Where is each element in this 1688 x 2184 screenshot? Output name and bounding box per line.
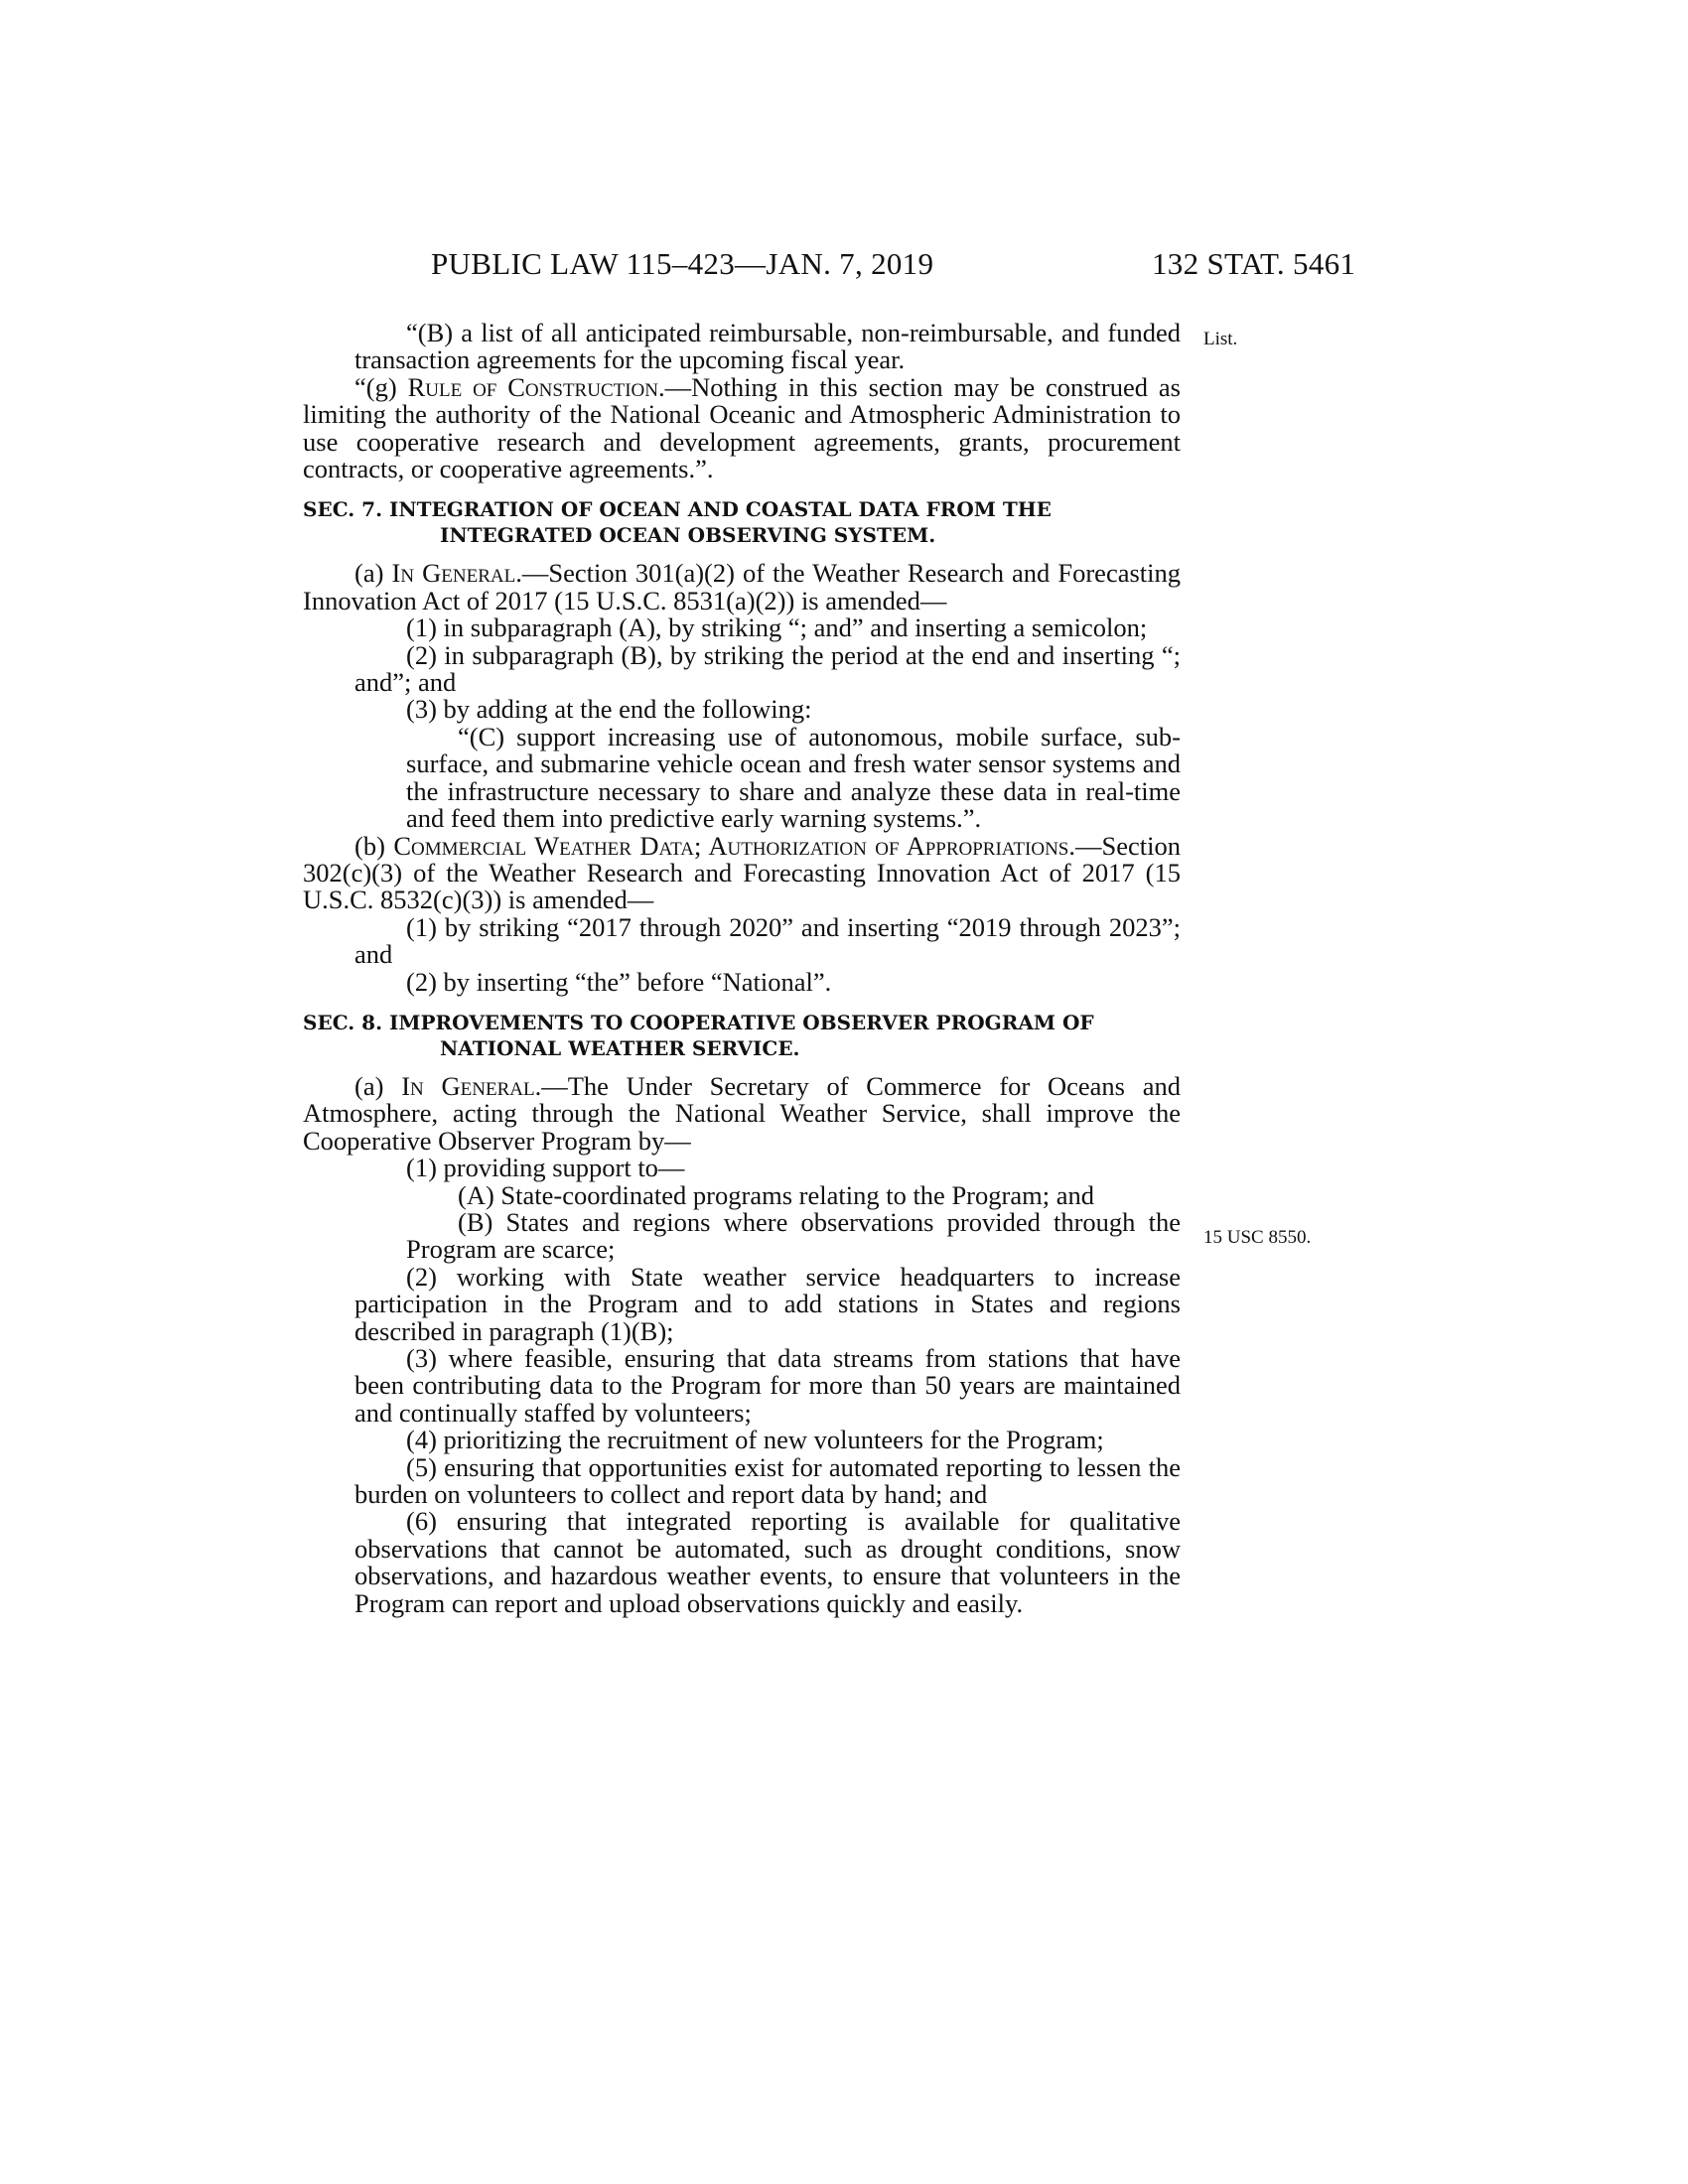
text-7b2: (2) by inserting “the” before “National”.	[406, 966, 832, 997]
document-body	[303, 320, 1181, 1617]
text-7b: .—Section 302(c)(3) of the Weather Research and Forecasting Innovation Act of 2017 (15 U.S.C. 8532(c)(3)) is amended—	[303, 830, 1181, 915]
running-header-page: 132 STAT. 5461	[1152, 246, 1356, 281]
margin-note-list: List.	[1203, 329, 1238, 349]
text-8a1: (1) providing support to—	[406, 1153, 685, 1183]
text-7b1: (1) by striking “2017 through 2020” and inserting “2019 through 2023”; and	[354, 911, 1181, 970]
lead-7b: (b)	[354, 830, 394, 861]
paragraph-7b2	[303, 966, 1181, 997]
paragraph-7b	[303, 830, 1181, 915]
lead-8a: (a)	[354, 1070, 402, 1101]
text-7a: .—Section 301(a)(2) of the Weather Research and Forecasting Innovation Act of 2017 (15 U.S.C. 8531(a)(2)) is amended—	[303, 558, 1182, 615]
lead-g: “(g)	[354, 371, 408, 402]
text-7a3: (3) by adding at the end the following:	[406, 694, 812, 725]
section-7-heading	[303, 496, 1181, 548]
section-8-heading-line2: NATIONAL WEATHER SERVICE.	[440, 1035, 800, 1060]
paragraph-7a1	[303, 614, 1181, 641]
text-7a2: (2) in subparagraph (B), by striking the period at the end and inserting “; and”; and	[354, 639, 1181, 698]
text-8a1A: (A) State-coordinated programs relating to the Program; and	[458, 1179, 1094, 1210]
heading-8a: In General	[401, 1070, 535, 1101]
section-8-heading	[303, 1010, 1181, 1061]
lead-7a: (a)	[354, 558, 392, 589]
heading-7b: Commercial Weather Data; Authorization of Appropriations	[393, 830, 1069, 861]
paragraph-g-B	[303, 320, 1181, 374]
section-7-heading-line1: SEC. 7. INTEGRATION OF OCEAN AND COASTAL DATA FROM THE	[303, 497, 1052, 522]
text-g-B: “(B) a list of all anticipated reimbursable, non-reimbursable, and funded transaction agreements for the upcoming fiscal year.	[354, 318, 1181, 375]
text-7a1: (1) in subparagraph (A), by striking “; and” and inserting a semicolon;	[406, 613, 1148, 643]
paragraph-8a2	[303, 1261, 1181, 1346]
heading-7a: In General	[391, 558, 516, 589]
paragraph-8a	[303, 1070, 1181, 1156]
paragraph-8a5	[303, 1451, 1181, 1510]
paragraph-7a2	[303, 639, 1181, 698]
text-8a1B: (B) States and regions where observations provided through the Program are scarce;	[406, 1206, 1181, 1265]
text-7a3C: “(C) support increasing use of autonomous, mobile surface, sub-surface, and submarine vehicle ocean and fresh water sensor systems and the infrastructure necessary to share and analyze these data in real-time and feed them into predictive early warning systems.”.	[406, 721, 1181, 834]
paragraph-8a1	[303, 1155, 1181, 1181]
margin-note-usc: 15 USC 8550.	[1203, 1227, 1312, 1248]
text-8a3: (3) where feasible, ensuring that data streams from stations that have been contributing data to the Program for more than 50 years are maintained and continually staffed by volunteers;	[354, 1343, 1181, 1428]
paragraph-8a4	[303, 1427, 1181, 1453]
paragraph-8a1B	[303, 1206, 1181, 1265]
section-8-heading-line1: SEC. 8. IMPROVEMENTS TO COOPERATIVE OBSERVER PROGRAM OF	[303, 1010, 1094, 1034]
text-8a6: (6) ensuring that integrated reporting is available for qualitative observations that cannot be automated, such as drought conditions, snow observations, and hazardous weather events, to ensure that volunteers in the Program can report and upload observations quickly and easily.	[354, 1506, 1181, 1618]
running-header-title: PUBLIC LAW 115–423—JAN. 7, 2019	[431, 246, 934, 281]
text-8a: .—The Under Secretary of Commerce for Oceans and Atmosphere, acting through the National Weather Service, shall improve the Cooperative Observer Program by—	[303, 1070, 1181, 1156]
paragraph-7b1	[303, 911, 1181, 970]
paragraph-rule-of-construction	[303, 371, 1181, 484]
text-rule-of-construction: .—Nothing in this section may be construed as limiting the authority of the National Oceanic and Atmospheric Administration to use cooperative research and development agreements, grants, procurement contracts, or cooperative agreements.”.	[303, 371, 1181, 484]
paragraph-8a3	[303, 1345, 1181, 1427]
paragraph-7a	[303, 560, 1181, 614]
text-8a4: (4) prioritizing the recruitment of new volunteers for the Program;	[406, 1425, 1104, 1455]
text-8a5: (5) ensuring that opportunities exist for automated reporting to lessen the burden on volunteers to collect and report data by hand; and	[354, 1451, 1181, 1510]
paragraph-7a3	[303, 696, 1181, 723]
paragraph-7a3C	[303, 721, 1181, 834]
paragraph-8a1A	[303, 1179, 1181, 1210]
text-8a2: (2) working with State weather service headquarters to increase participation in the Program and to add stations in States and regions described in paragraph (1)(B);	[354, 1261, 1181, 1346]
paragraph-8a6	[303, 1508, 1181, 1617]
heading-rule-of-construction: Rule of Construction	[407, 371, 658, 402]
section-7-heading-line2: INTEGRATED OCEAN OBSERVING SYSTEM.	[440, 523, 936, 548]
